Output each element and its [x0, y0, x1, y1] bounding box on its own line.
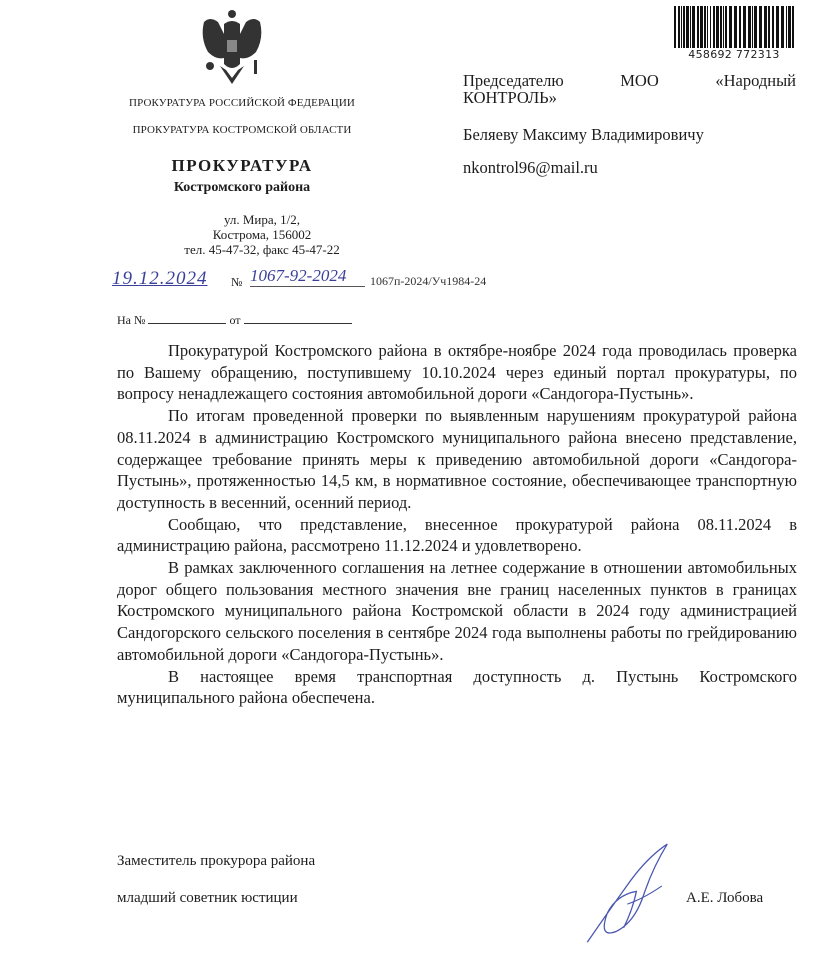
barcode-bar	[710, 6, 711, 48]
barcode-bar	[748, 6, 751, 48]
barcode-number: 458692 772313	[672, 48, 796, 61]
signer-name: А.Е. Лобова	[686, 890, 764, 906]
barcode-bar	[674, 6, 676, 48]
number-label: №	[231, 275, 243, 289]
header-org-title: ПРОКУРАТУРА	[171, 156, 313, 175]
ref-date-blank	[244, 313, 352, 324]
barcode-bar	[792, 6, 794, 48]
barcode-bar	[739, 6, 741, 48]
barcode-bar	[700, 6, 703, 48]
signer-position: Заместитель прокурора района	[117, 853, 316, 869]
barcode-bar	[781, 6, 784, 48]
body-paragraph: По итогам проведенной проверки по выявленным нарушениям прокуратурой района 08.11.2024 в администрацию Костромского муниципального района внесено представление, содержащее требование принять меры к приведению автомобильной дороги «Сандогора-Пустынь», протяженностью 14,5 км, в нормативное состояние, обеспечивающее транспортную доступность в весенний, осенний период.	[117, 406, 797, 512]
barcode-bar	[788, 6, 791, 48]
barcode-bar	[704, 6, 706, 48]
recipient-title-line2: КОНТРОЛЬ»	[463, 88, 557, 107]
barcode-bar	[768, 6, 770, 48]
barcode-bar	[716, 6, 719, 48]
barcode-bar	[786, 6, 787, 48]
address-phone: тел. 45-47-32, факс 45-47-22	[184, 242, 340, 257]
recipient-title	[463, 72, 796, 106]
barcode-bar	[772, 6, 774, 48]
barcode-bar	[759, 6, 762, 48]
barcode-bar	[723, 6, 724, 48]
ref-number-blank	[148, 313, 226, 324]
signer-rank: младший советник юстиции	[117, 890, 298, 906]
recipient-word: «Народный	[715, 71, 796, 90]
body-paragraph: В рамках заключенного соглашения на летнее содержание в отношении автомобильных дорог общего пользования местного значения вне границ населенных пунктов в границах Костромского муниципального района Костромской области в 2024 году администрацией Сандогорского сельского поселения в сентябре 2024 года выполнены работы по грейдированию автомобильной дороги «Сандогора-Пустынь».	[117, 558, 797, 664]
document-date: 19.12.2024	[112, 268, 208, 289]
reference-line	[117, 313, 352, 328]
barcode-bar	[764, 6, 767, 48]
barcode-image	[672, 6, 796, 48]
body-paragraph: Прокуратурой Костромского района в октябре-ноябре 2024 года проводилась проверка по Вашему обращению, поступившему 10.10.2024 через единый портал прокуратуры, по вопросу ненадлежащего состояния автомобильной дороги «Сандогора-Пустынь».	[117, 341, 797, 404]
barcode-bar	[713, 6, 715, 48]
handwritten-signature	[580, 835, 680, 955]
recipient-email: nkontrol96@mail.ru	[463, 158, 598, 177]
barcode-bar	[683, 6, 685, 48]
header-org-subtitle: Костромского района	[173, 180, 311, 195]
barcode-bar	[678, 6, 680, 48]
barcode-bar	[686, 6, 689, 48]
barcode-bar	[697, 6, 699, 48]
barcode-bar	[752, 6, 753, 48]
header-federal-prosecutor: ПРОКУРАТУРА РОССИЙСКОЙ ФЕДЕРАЦИИ	[129, 97, 355, 109]
body-paragraph: Сообщаю, что представление, внесенное прокуратурой района 08.11.2024 в администрацию района, рассмотрено 11.12.2024 и удовлетворено.	[117, 514, 797, 556]
barcode-bar	[720, 6, 722, 48]
recipient-name: Беляеву Максиму Владимировичу	[463, 125, 704, 144]
recipient-word: МОО	[620, 71, 659, 90]
barcode-bar	[681, 6, 682, 48]
letter-body	[117, 340, 797, 709]
recipient-word: Председателю	[463, 71, 564, 90]
ref-from-label: от	[229, 313, 241, 327]
barcode-bar	[692, 6, 695, 48]
document-number-handwritten: 1067-92-2024	[250, 266, 365, 287]
document-number-printed: 1067п-2024/Уч1984-24	[370, 274, 487, 288]
barcode-bar	[734, 6, 737, 48]
barcode-bar	[776, 6, 779, 48]
body-paragraph: В настоящее время транспортная доступность д. Пустынь Костромского муниципального района обеспечена.	[117, 666, 797, 708]
barcode-bar	[754, 6, 757, 48]
barcode-bar	[743, 6, 746, 48]
barcode-bar	[725, 6, 727, 48]
address-city: Кострома, 156002	[212, 227, 312, 242]
address-street: ул. Мира, 1/2,	[223, 212, 301, 227]
barcode-bar	[729, 6, 732, 48]
header-regional-prosecutor: ПРОКУРАТУРА КОСТРОМСКОЙ ОБЛАСТИ	[132, 124, 352, 136]
barcode-bar	[707, 6, 708, 48]
header-address	[117, 212, 407, 257]
ref-number-label: На №	[117, 313, 146, 327]
coat-of-arms-emblem	[196, 8, 268, 88]
barcode-bar	[690, 6, 691, 48]
